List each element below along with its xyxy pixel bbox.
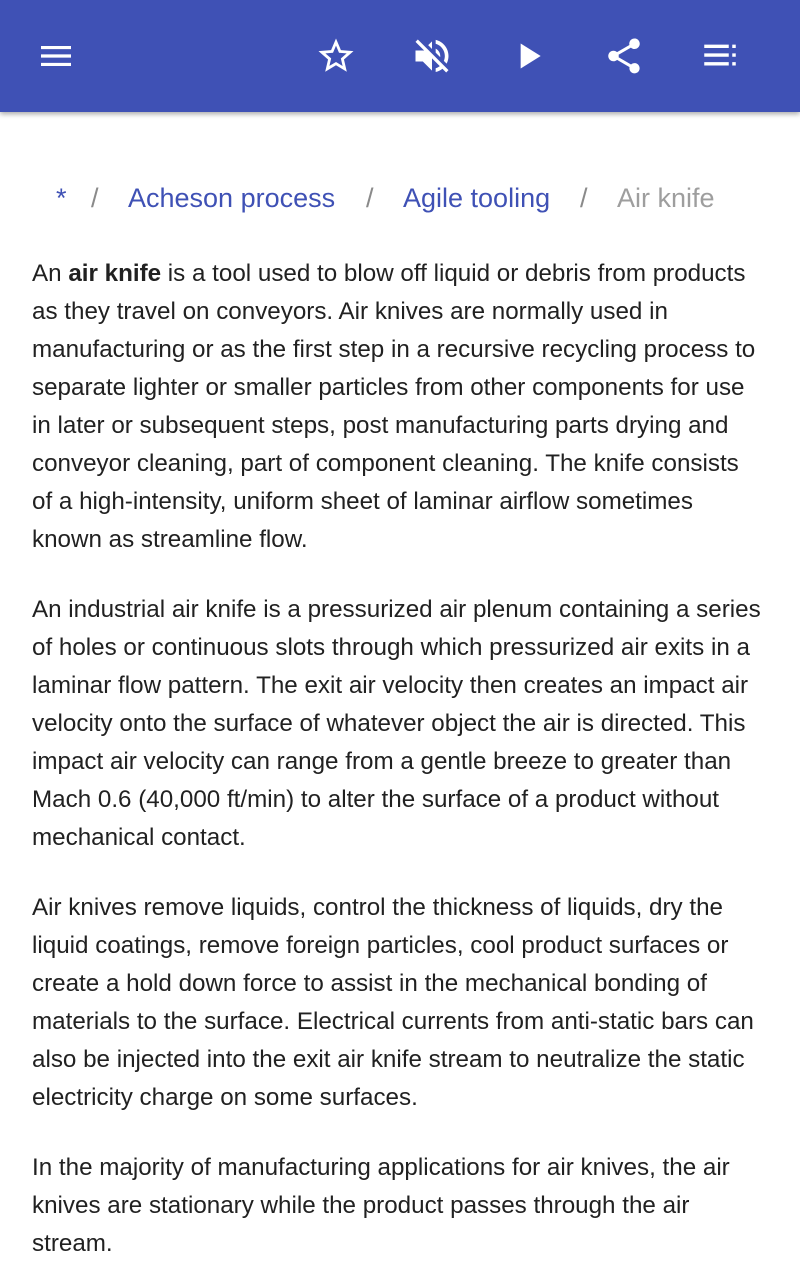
playlist-icon bbox=[699, 35, 741, 77]
contents-button[interactable] bbox=[688, 24, 752, 88]
breadcrumb-current: Air knife bbox=[617, 183, 715, 213]
app-toolbar bbox=[0, 0, 800, 112]
share-icon bbox=[603, 35, 645, 77]
menu-icon bbox=[36, 36, 76, 76]
paragraph-text: is a tool used to blow off liquid or debris from products as they travel on conveyors. Air knives are normally used in manufacturing or as the first step in a recursive recycling process to separate lighter or smaller particles from other components for use in later or subsequent steps, post manufacturing parts drying and conveyor cleaning, part of component cleaning. The knife consists of a high-intensity, uniform sheet of laminar airflow sometimes known as streamline flow. bbox=[32, 260, 756, 553]
article-body bbox=[32, 255, 762, 1280]
breadcrumb-separator: / bbox=[91, 183, 99, 213]
article-paragraph-4: In the majority of manufacturing applications for air knives, the air knives are stationary while the product passes through the air stream. bbox=[32, 1154, 730, 1257]
share-button[interactable] bbox=[592, 24, 656, 88]
article-content bbox=[0, 112, 800, 1280]
paragraph-text: An bbox=[32, 260, 69, 287]
breadcrumb-link-acheson-process[interactable]: Acheson process bbox=[128, 183, 336, 213]
favorite-button[interactable] bbox=[304, 24, 368, 88]
article-paragraph-2: An industrial air knife is a pressurized air plenum containing a series of holes or continuous slots through which pressurized air exits in a laminar flow pattern. The exit air velocity then creates an impact air velocity onto the surface of whatever object the air is directed. This impact air velocity can range from a gentle breeze to greater than Mach 0.6 (40,000 ft/min) to alter the surface of a product without mechanical contact. bbox=[32, 596, 761, 851]
bold-term: air knife bbox=[68, 260, 162, 287]
play-icon bbox=[509, 36, 549, 76]
breadcrumb-separator: / bbox=[580, 183, 588, 213]
menu-button[interactable] bbox=[24, 24, 88, 88]
breadcrumb-home-link[interactable]: * bbox=[56, 183, 67, 213]
article-paragraph-1 bbox=[32, 255, 762, 559]
breadcrumb-separator: / bbox=[366, 183, 374, 213]
mute-button[interactable] bbox=[400, 24, 464, 88]
article-paragraph-3: Air knives remove liquids, control the thickness of liquids, dry the liquid coatings, remove foreign particles, cool product surfaces or create a hold down force to assist in the mechanical bonding of materials to the surface. Electrical currents from anti-static bars can also be injected into the exit air knife stream to neutralize the static electricity charge on some surfaces. bbox=[32, 894, 754, 1111]
breadcrumb-link-agile-tooling[interactable]: Agile tooling bbox=[403, 183, 551, 213]
star-outline-icon bbox=[315, 35, 357, 77]
volume-off-icon bbox=[410, 34, 454, 78]
play-button[interactable] bbox=[497, 24, 561, 88]
breadcrumb bbox=[0, 176, 800, 220]
